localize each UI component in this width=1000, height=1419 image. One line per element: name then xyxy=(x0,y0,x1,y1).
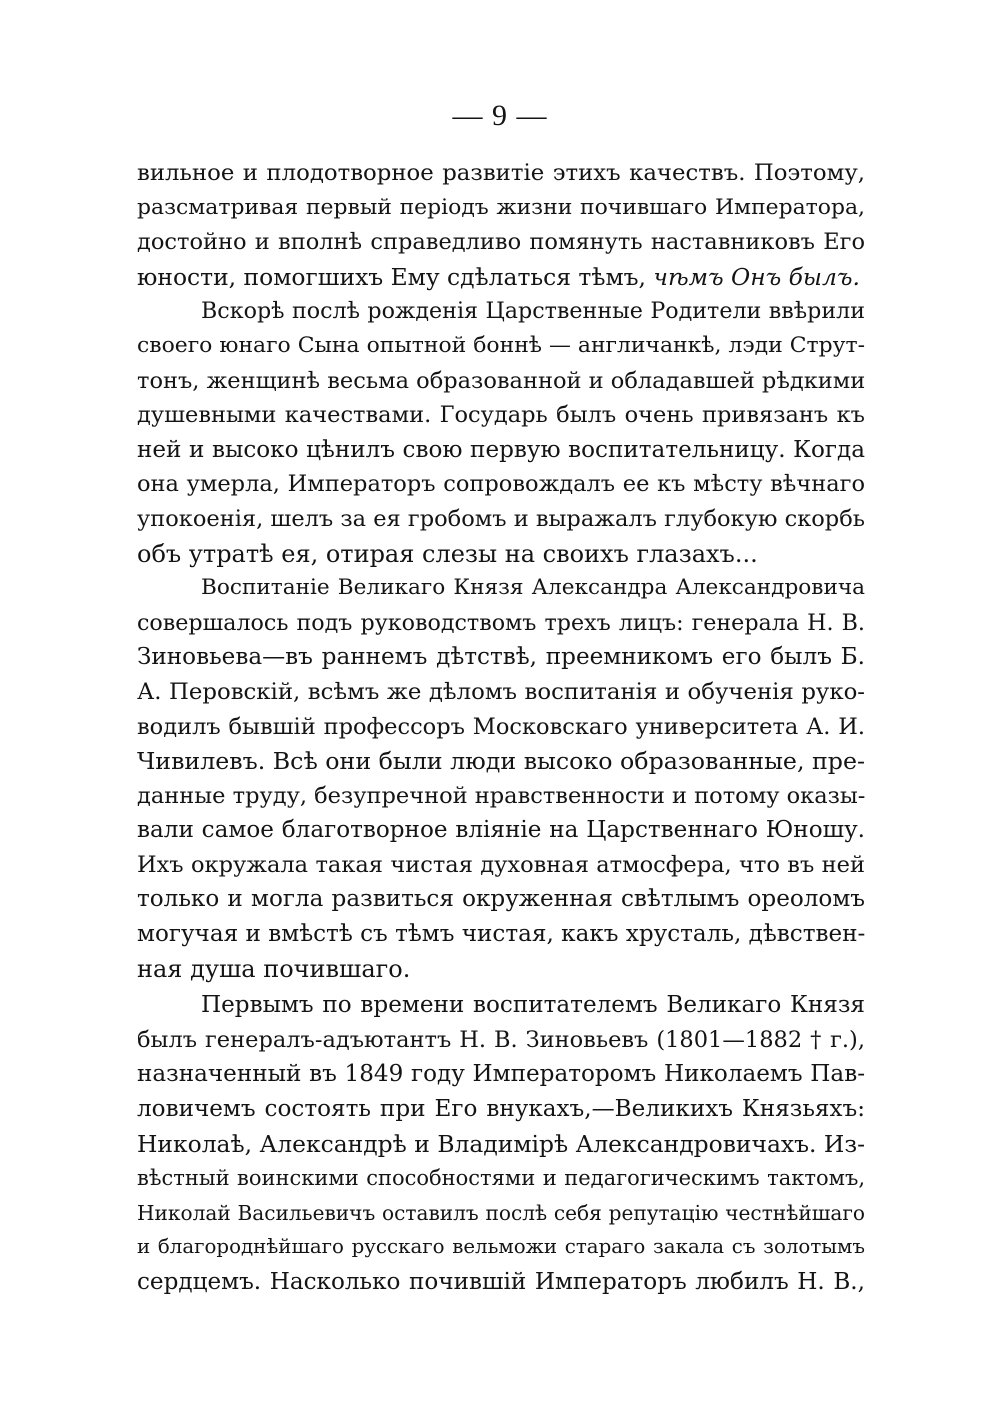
text-line: тонъ, женщинѣ весьма образованной и обладавшей рѣдкими xyxy=(137,367,865,394)
text-line: совершалось подъ руководствомъ трехъ лицъ: генерала Н. В. xyxy=(137,609,865,636)
text-line: А. Перовскій, всѣмъ же дѣломъ воспитанія и обученія руко- xyxy=(137,678,865,705)
text-line: вильное и плодотворное развитіе этихъ качествъ. Поэтому, xyxy=(137,160,865,186)
paragraph-1 xyxy=(137,156,865,294)
text-line: могучая и вмѣстѣ съ тѣмъ чистая, какъ хрусталь, дѣвствен- xyxy=(137,921,865,948)
text-line: Первымъ по времени воспитателемъ Великаго Князя xyxy=(201,992,865,1019)
text-line: достойно и вполнѣ справедливо помянуть наставниковъ Его xyxy=(137,229,865,256)
text-line xyxy=(137,260,865,295)
text-line: Ихъ окружала такая чистая духовная атмосфера, что въ ней xyxy=(137,851,865,878)
text-line: водилъ бывшій профессоръ Московскаго университета А. И. xyxy=(137,713,865,740)
text-line: упокоенія, шелъ за ея гробомъ и выражалъ глубокую скорбь xyxy=(137,505,865,532)
text-line: назначенный въ 1849 году Императоромъ Николаемъ Пав- xyxy=(137,1061,865,1088)
text-line: Воспитаніе Великаго Князя Александра Александровича xyxy=(201,575,865,601)
text-line: сердцемъ. Насколько почившій Императоръ любилъ Н. В., xyxy=(137,1269,865,1295)
text-line: Николаѣ, Александрѣ и Владимірѣ Александровичахъ. Из- xyxy=(137,1129,865,1158)
text-line: ная душа почившаго. xyxy=(137,954,411,983)
text-line: объ утратѣ ея, отирая слезы на своихъ глазахъ... xyxy=(137,539,758,568)
text-line: вали самое благотворное вліяніе на Царственнаго Юношу. xyxy=(137,817,865,844)
italic-phrase: чѣмъ Онъ былъ. xyxy=(653,262,860,291)
text-line: душевными качествами. Государь былъ очень привязанъ къ xyxy=(137,402,865,429)
text-line: ней и высоко цѣнилъ свою первую воспитательницу. Когда xyxy=(137,436,865,463)
text-span: юности, помогшихъ Ему сдѣлаться тѣмъ, xyxy=(137,262,654,291)
text-line: Зиновьева—въ раннемъ дѣтствѣ, преемникомъ его былъ Б. xyxy=(137,644,865,671)
text-line: Чивилевъ. Всѣ они были люди высоко образованные, пре- xyxy=(137,747,865,776)
paragraph-2 xyxy=(137,294,865,571)
text-line: ловичемъ состоять при Его внукахъ,—Великихъ Князьяхъ: xyxy=(137,1096,865,1123)
text-line: только и могла развиться окруженная свѣтлымъ ореоломъ xyxy=(137,886,865,913)
text-line: Николай Васильевичъ оставилъ послѣ себя репутацію честнѣйшаго xyxy=(137,1200,865,1225)
text-line: Вскорѣ послѣ рожденія Царственные Родители ввѣрили xyxy=(201,298,865,325)
text-line: своего юнаго Сына опытной боннѣ — англичанкѣ, лэди Струт- xyxy=(137,332,865,358)
text-line: разсматривая первый періодъ жизни почившаго Императора, xyxy=(137,194,865,220)
text-line: и благороднѣйшаго русскаго вельможи стараго закала съ золотымъ xyxy=(137,1235,865,1259)
text-line: былъ генералъ-адъютантъ Н. В. Зиновьевъ (1801—1882 † г.), xyxy=(137,1026,865,1053)
paragraph-3 xyxy=(137,571,865,986)
text-line: данные труду, безупречной нравственности и потому оказы- xyxy=(137,782,865,809)
text-line: вѣстный воинскими способностями и педагогическимъ тактомъ, xyxy=(137,1166,865,1191)
body-text xyxy=(137,156,865,1300)
page-number: — 9 — xyxy=(452,99,548,132)
paragraph-4 xyxy=(137,988,865,1299)
text-line: она умерла, Императоръ сопровождалъ ее къ мѣсту вѣчнаго xyxy=(137,471,865,498)
